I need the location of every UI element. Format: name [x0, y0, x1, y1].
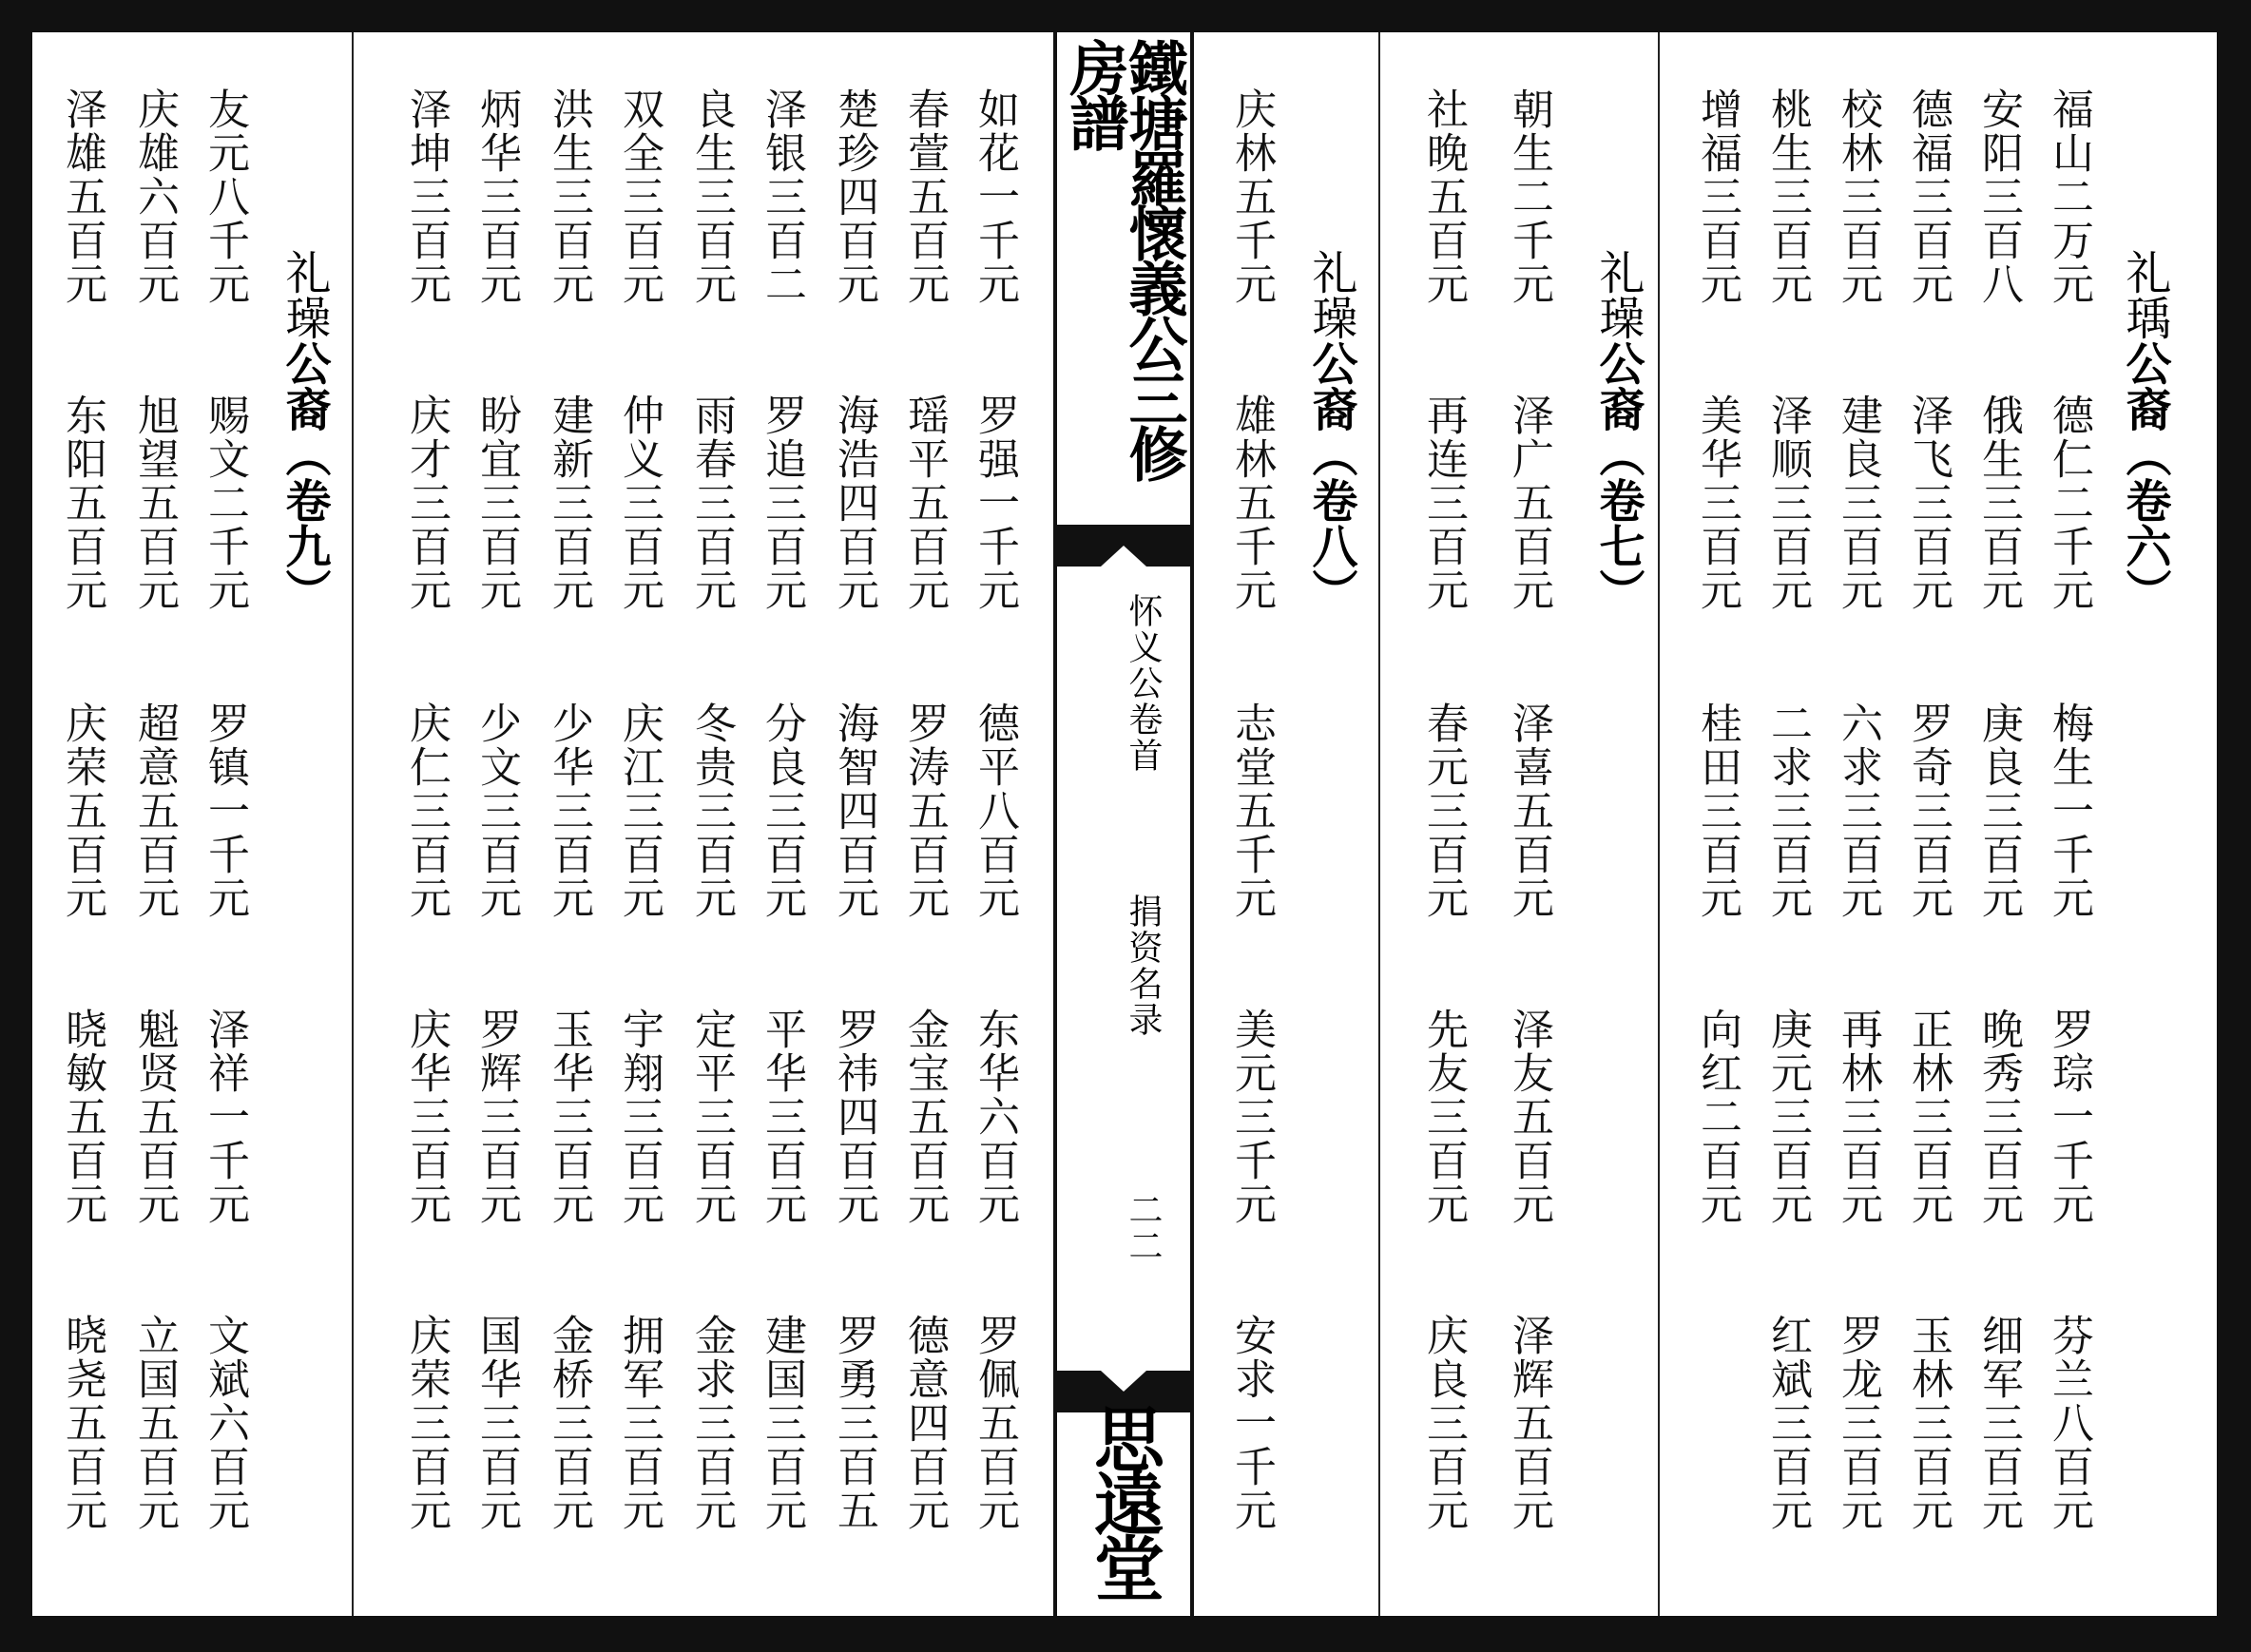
donor-entry: 社晚五百元: [1419, 87, 1468, 306]
donor-entry: 建良三百元: [1834, 394, 1882, 612]
donor-entry: 德平八百元: [971, 701, 1019, 920]
donor-entry: 平华三百元: [758, 1008, 806, 1226]
donor-entry: 泽喜五百元: [1505, 701, 1553, 920]
donor-entry: 庆才三百元: [402, 394, 451, 612]
donor-entry: 双全三百元: [615, 87, 664, 306]
donor-entry: 六求三百元: [1834, 701, 1882, 920]
donor-entry: 晚秀三百元: [1974, 1008, 2023, 1226]
donor-entry: 庆荣五百元: [58, 701, 106, 920]
donor-entry: 少文三百元: [472, 701, 521, 920]
donor-entry: 增福三百元: [1693, 87, 1741, 306]
donor-entry: 美元三千元: [1227, 1008, 1276, 1226]
donor-entry: 再林三百元: [1834, 1008, 1882, 1226]
donor-entry: 旭望五百元: [130, 394, 179, 612]
donor-entry: 魁贤五百元: [130, 1008, 179, 1226]
donor-entry: 庆雄六百元: [130, 87, 179, 306]
column-divider: [352, 32, 354, 1616]
donor-entry: 分良三百元: [758, 701, 806, 920]
donor-entry: 海浩四百元: [830, 394, 878, 612]
donor-entry: 安阳三百八: [1974, 87, 2023, 306]
section-label: 怀义公卷首: [1124, 593, 1163, 774]
donor-entry: 俄生三百元: [1974, 394, 2023, 612]
donor-entry: 晓尧五百元: [58, 1314, 106, 1532]
donor-entry: 德意四百元: [900, 1314, 949, 1532]
donor-entry: 志堂五千元: [1227, 701, 1276, 920]
donor-entry: 罗祎四百元: [830, 1008, 878, 1226]
donor-entry: 如花一千元: [971, 87, 1019, 306]
donor-entry: 金求三百元: [687, 1314, 736, 1532]
donor-entry: 少华三百元: [545, 701, 593, 920]
donor-entry: 海智四百元: [830, 701, 878, 920]
vol6-header: 礼瑀公裔（卷六）: [2118, 249, 2171, 614]
donor-entry: 瑶平五百元: [900, 394, 949, 612]
donor-entry: 宇翔三百元: [615, 1008, 664, 1226]
donor-entry: 金桥三百元: [545, 1314, 593, 1532]
donor-entry: 安求一千元: [1227, 1314, 1276, 1532]
vol7-header: 礼璪公裔（卷七）: [1591, 249, 1645, 614]
donor-entry: 罗追三百元: [758, 394, 806, 612]
donor-entry: 泽顺三百元: [1763, 394, 1812, 612]
donor-entry: 庆荣三百元: [402, 1314, 451, 1532]
vol9-header: 礼璪公裔（卷九）: [278, 249, 331, 614]
donor-entry: 雨春三百元: [687, 394, 736, 612]
donor-entry: 罗辉三百元: [472, 1008, 521, 1226]
donor-entry: 冬贵三百元: [687, 701, 736, 920]
donor-entry: 德福三百元: [1904, 87, 1953, 306]
donor-entry: 泽坤三百元: [402, 87, 451, 306]
donor-entry: 细军三百元: [1974, 1314, 2023, 1532]
column-divider: [1658, 32, 1660, 1616]
donor-entry: 桃生三百元: [1763, 87, 1812, 306]
donor-entry: 庚良三百元: [1974, 701, 2023, 920]
donor-entry: 友元八千元: [201, 87, 249, 306]
donor-entry: 国华三百元: [472, 1314, 521, 1532]
donor-entry: 庆仁三百元: [402, 701, 451, 920]
spine: [1053, 32, 1194, 1616]
donor-entry: 庆华三百元: [402, 1008, 451, 1226]
donor-entry: 梅生一千元: [2045, 701, 2093, 920]
donor-entry: 红斌三百元: [1763, 1314, 1812, 1532]
donor-entry: 超意五百元: [130, 701, 179, 920]
donor-entry: 金宝五百元: [900, 1008, 949, 1226]
donor-entry: 晓敏五百元: [58, 1008, 106, 1226]
donor-entry: 罗镇一千元: [201, 701, 249, 920]
donor-entry: 福山二万元: [2045, 87, 2093, 306]
book-title: 鐵塘羅懷義公三修房譜: [1060, 38, 1188, 479]
donor-entry: 拥军三百元: [615, 1314, 664, 1532]
vol8-header: 礼璪公裔（卷八）: [1304, 249, 1357, 614]
donor-entry: 春元三百元: [1419, 701, 1468, 920]
donor-entry: 罗琮一千元: [2045, 1008, 2093, 1226]
donor-entry: 庆林五千元: [1227, 87, 1276, 306]
donor-entry: 罗涛五百元: [900, 701, 949, 920]
donor-entry: 先友三百元: [1419, 1008, 1468, 1226]
donor-entry: 正林三百元: [1904, 1008, 1953, 1226]
donor-entry: 炳华三百元: [472, 87, 521, 306]
donor-entry: 泽飞三百元: [1904, 394, 1953, 612]
donor-entry: 向红二百元: [1693, 1008, 1741, 1226]
donor-entry: 二求三百元: [1763, 701, 1812, 920]
donor-entry: 罗奇三百元: [1904, 701, 1953, 920]
donor-entry: 校林三百元: [1834, 87, 1882, 306]
donor-entry: 桂田三百元: [1693, 701, 1741, 920]
page-number: 二二: [1124, 1192, 1163, 1264]
donor-entry: 楚珍四百元: [830, 87, 878, 306]
donor-entry: 美华三百元: [1693, 394, 1741, 612]
donor-entry: 庆江三百元: [615, 701, 664, 920]
donor-entry: 立国五百元: [130, 1314, 179, 1532]
donor-entry: 德仁二千元: [2045, 394, 2093, 612]
donor-entry: 泽友五百元: [1505, 1008, 1553, 1226]
donor-entry: 庚元三百元: [1763, 1008, 1812, 1226]
donor-entry: 泽辉五百元: [1505, 1314, 1553, 1532]
donor-entry: 洪生三百元: [545, 87, 593, 306]
donor-entry: 泽银三百二: [758, 87, 806, 306]
hall-name: 思遠堂: [1083, 1403, 1164, 1597]
donor-entry: 罗强一千元: [971, 394, 1019, 612]
donor-entry: 泽祥一千元: [201, 1008, 249, 1226]
donor-entry: 定平三百元: [687, 1008, 736, 1226]
donor-entry: 再连三百元: [1419, 394, 1468, 612]
donor-entry: 朝生二千元: [1505, 87, 1553, 306]
genealogy-page: [29, 29, 2221, 1620]
donor-entry: 玉华三百元: [545, 1008, 593, 1226]
donor-entry: 玉林三百元: [1904, 1314, 1953, 1532]
donor-entry: 建新三百元: [545, 394, 593, 612]
donor-entry: 罗龙三百元: [1834, 1314, 1882, 1532]
donor-entry: 罗佩五百元: [971, 1314, 1019, 1532]
donor-entry: 赐文二千元: [201, 394, 249, 612]
donor-entry: 泽广五百元: [1505, 394, 1553, 612]
donor-entry: 庆良三百元: [1419, 1314, 1468, 1532]
spine-divider-top: [1057, 525, 1190, 567]
donor-entry: 罗勇三百五: [830, 1314, 878, 1532]
subject-label: 捐资名录: [1124, 893, 1163, 1038]
donor-entry: 东华六百元: [971, 1008, 1019, 1226]
donor-entry: 雄林五千元: [1227, 394, 1276, 612]
column-divider: [1378, 32, 1380, 1616]
donor-entry: 良生三百元: [687, 87, 736, 306]
donor-entry: 建国三百元: [758, 1314, 806, 1532]
donor-entry: 仲义三百元: [615, 394, 664, 612]
donor-entry: 文斌六百元: [201, 1314, 249, 1532]
donor-entry: 盼宜三百元: [472, 394, 521, 612]
donor-entry: 东阳五百元: [58, 394, 106, 612]
donor-entry: 芬兰八百元: [2045, 1314, 2093, 1532]
donor-entry: 春萱五百元: [900, 87, 949, 306]
donor-entry: 泽雄五百元: [58, 87, 106, 306]
